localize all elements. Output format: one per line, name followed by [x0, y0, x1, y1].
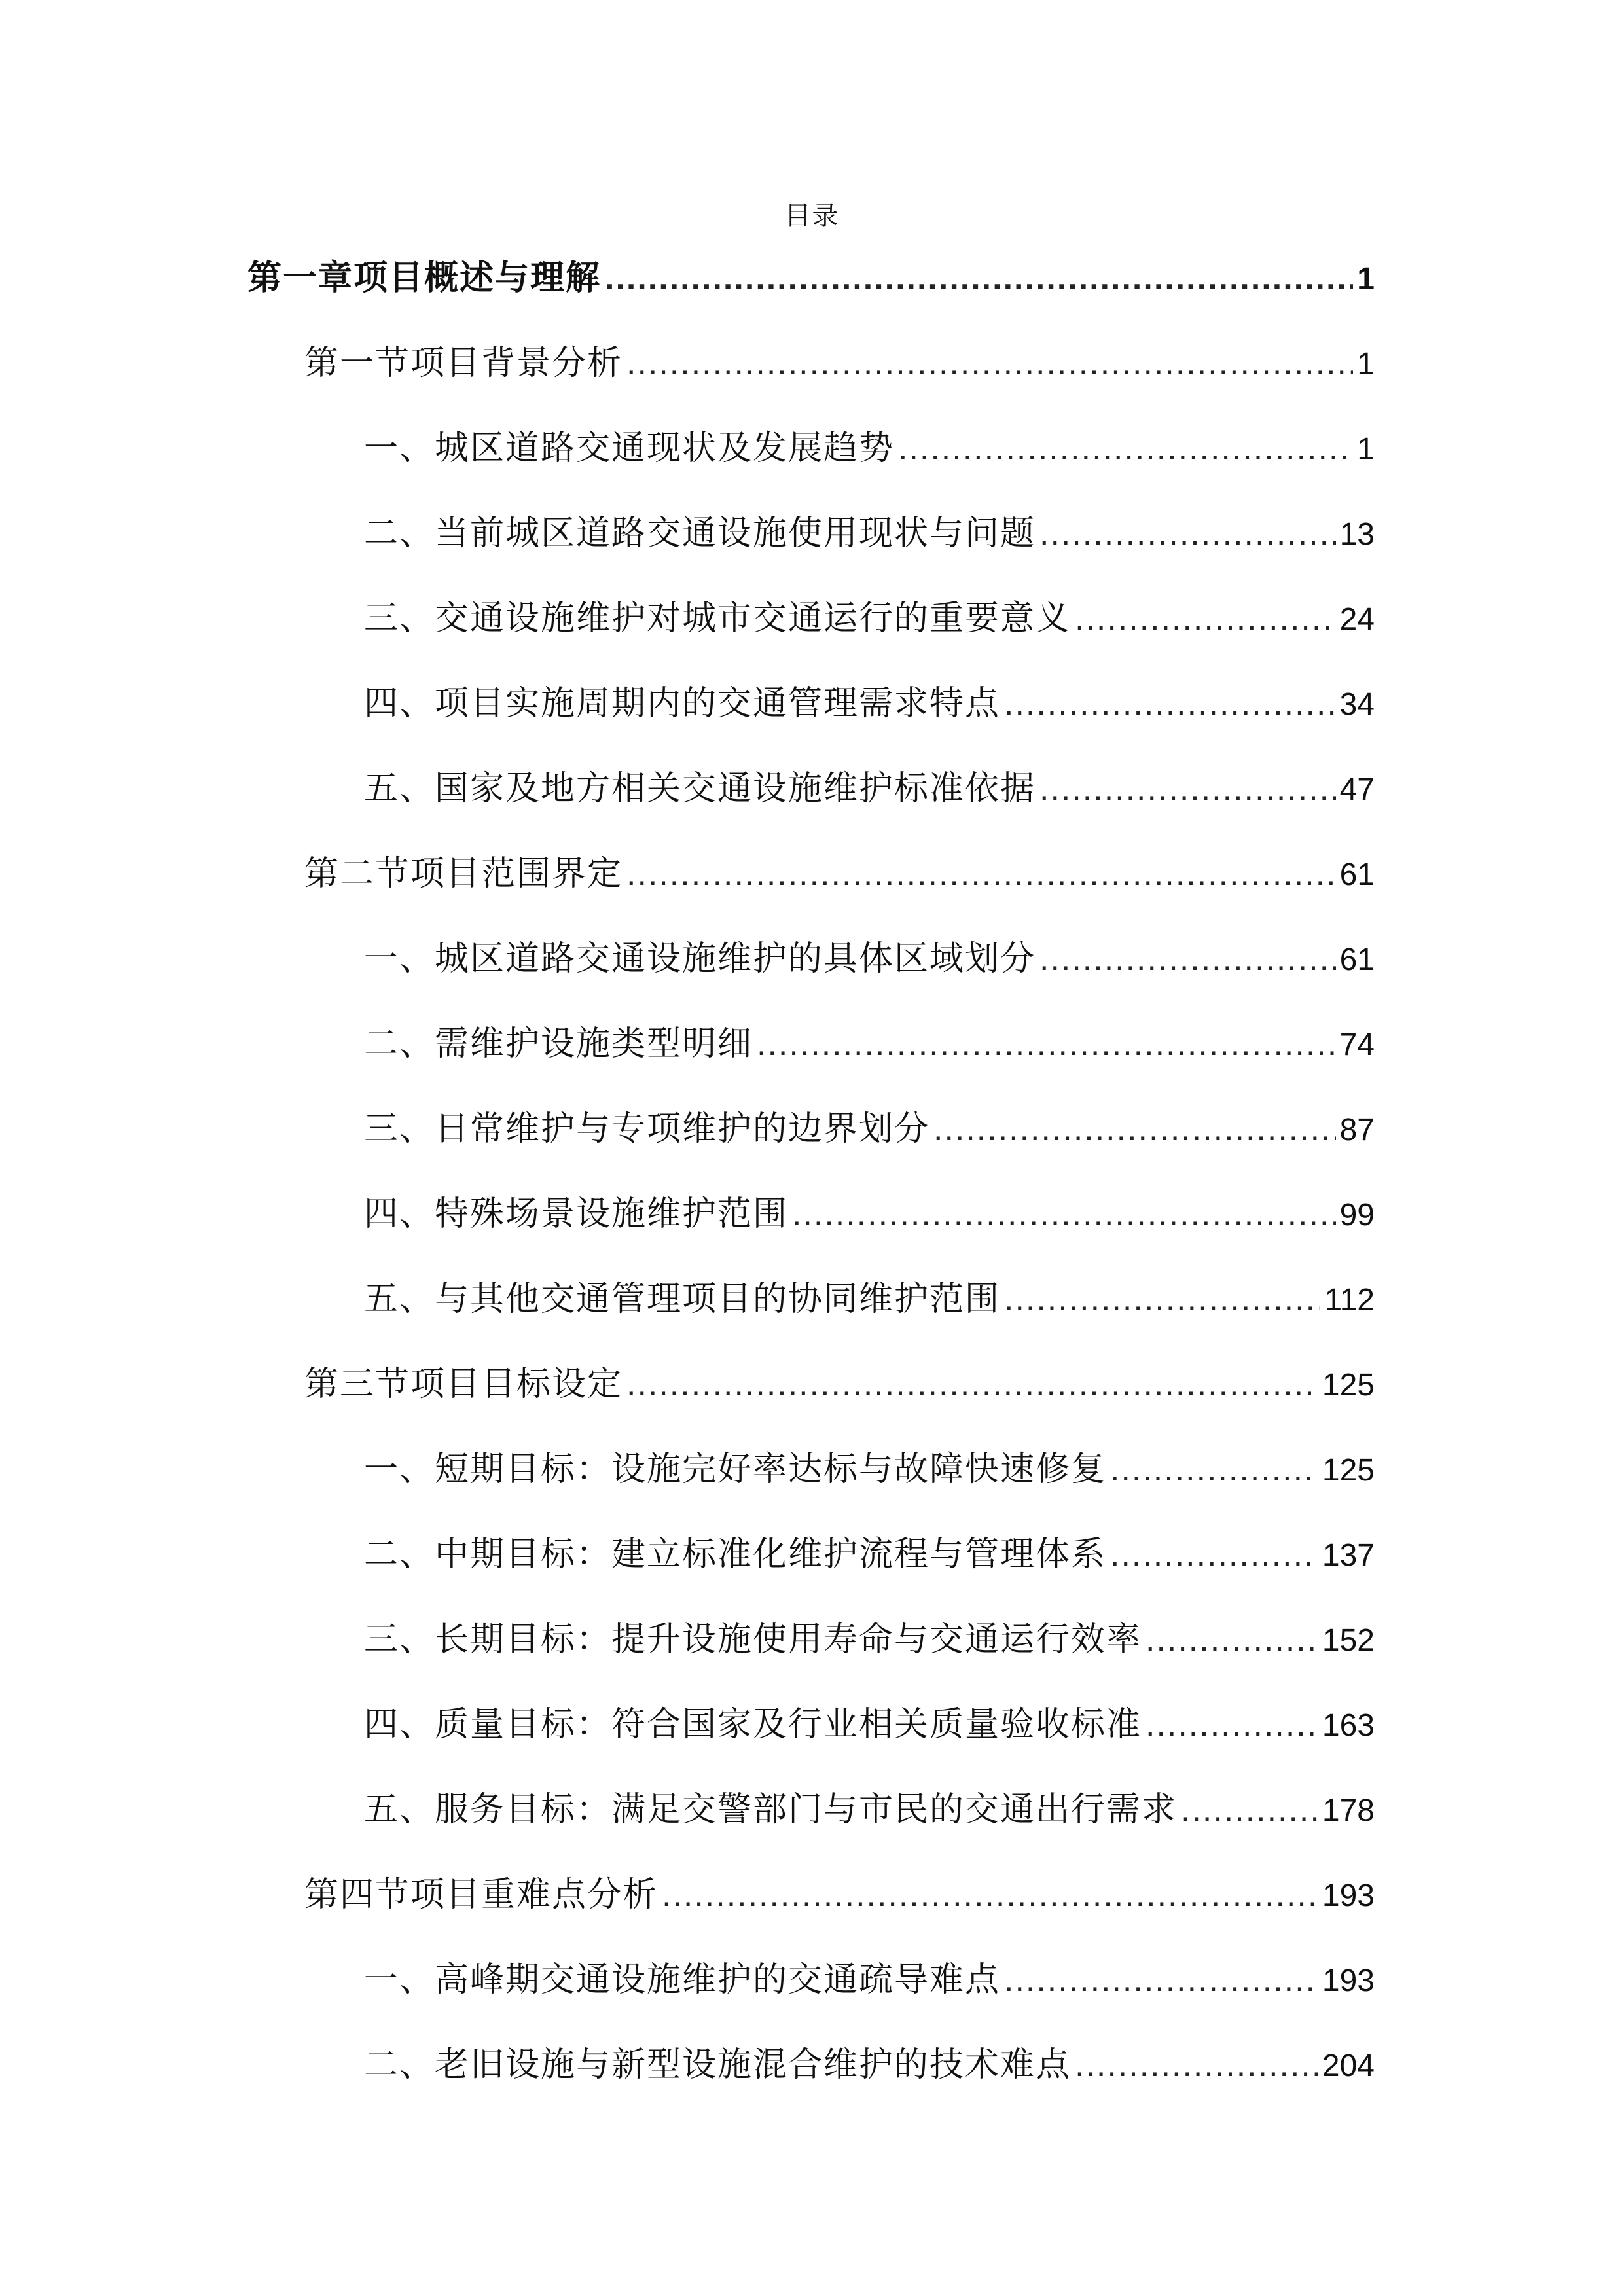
toc-page-number: 1: [1357, 432, 1375, 467]
toc-entry-subsection[interactable]: [364, 1185, 1375, 1244]
toc-page-number: 125: [1322, 1453, 1375, 1488]
toc-entry-subsection[interactable]: [364, 759, 1375, 818]
toc-entry-subsection[interactable]: [364, 504, 1375, 563]
toc-page-number: 34: [1339, 687, 1375, 722]
toc-page-number: 61: [1339, 857, 1375, 892]
toc-entry-title: 二、当前城区道路交通设施使用现状与问题: [364, 514, 1036, 553]
toc-entry-title: 一、城区道路交通现状及发展趋势: [364, 429, 895, 468]
toc-dot-leader: [626, 1355, 1318, 1414]
toc-dot-leader: [662, 1865, 1318, 1924]
toc-page-number: 87: [1339, 1113, 1375, 1147]
toc-dot-leader: [626, 844, 1336, 903]
toc-dot-leader: [933, 1100, 1336, 1158]
toc-dot-leader: [792, 1185, 1336, 1244]
toc-entry-title: 四、特殊场景设施维护范围: [364, 1194, 789, 1234]
toc-page-number: 193: [1322, 1964, 1375, 1998]
toc-entry-title: 五、国家及地方相关交通设施维护标准依据: [364, 769, 1036, 808]
toc-dot-leader: [1075, 2036, 1318, 2094]
toc-page-number: 1: [1357, 262, 1375, 296]
toc-page-number: 13: [1339, 517, 1375, 552]
toc-entry-subsection[interactable]: [364, 2036, 1375, 2094]
toc-entry-title: 二、中期目标：建立标准化维护流程与管理体系: [364, 1535, 1107, 1574]
toc-entry-section[interactable]: [304, 1355, 1375, 1414]
toc-dot-leader: [757, 1014, 1336, 1073]
toc-page-number: 99: [1339, 1198, 1375, 1232]
toc-entry-subsection[interactable]: [364, 1014, 1375, 1073]
toc-entry-title: 五、服务目标：满足交警部门与市民的交通出行需求: [364, 1790, 1178, 1829]
toc-entry-title: 二、老旧设施与新型设施混合维护的技术难点: [364, 2045, 1072, 2085]
toc-dot-leader: [1146, 1695, 1318, 1754]
toc-entry-title: 第二节项目范围界定: [304, 854, 623, 893]
toc-dot-leader: [1181, 1780, 1318, 1839]
toc-entry-subsection[interactable]: [364, 1440, 1375, 1499]
toc-entry-title: 二、需维护设施类型明细: [364, 1024, 753, 1064]
toc-page-number: 61: [1339, 942, 1375, 977]
toc-page-number: 1: [1357, 347, 1375, 382]
toc-entry-section[interactable]: [304, 844, 1375, 903]
toc-page-number: 74: [1339, 1028, 1375, 1062]
toc-entry-section[interactable]: [304, 334, 1375, 393]
toc-page-number: 24: [1339, 602, 1375, 637]
toc-entry-chapter[interactable]: [247, 249, 1375, 308]
toc-entry-title: 三、日常维护与专项维护的边界划分: [364, 1109, 930, 1149]
toc-entry-subsection[interactable]: [364, 674, 1375, 733]
toc-dot-leader: [1075, 589, 1336, 648]
toc-entry-subsection[interactable]: [364, 1525, 1375, 1584]
toc-dot-leader: [898, 419, 1353, 478]
toc-page-number: 125: [1322, 1368, 1375, 1403]
toc-entry-subsection[interactable]: [364, 1780, 1375, 1839]
toc-entry-subsection[interactable]: [364, 1100, 1375, 1158]
toc-dot-leader: [1110, 1525, 1318, 1584]
toc-dot-leader: [605, 249, 1353, 308]
toc-entry-title: 四、质量目标：符合国家及行业相关质量验收标准: [364, 1705, 1142, 1744]
toc-page-number: 178: [1322, 1793, 1375, 1828]
toc-dot-leader: [1146, 1610, 1318, 1669]
toc-entry-subsection[interactable]: [364, 1695, 1375, 1754]
toc-page-number: 152: [1322, 1623, 1375, 1658]
toc-entry-title: 三、长期目标：提升设施使用寿命与交通运行效率: [364, 1620, 1142, 1659]
toc-page-number: 193: [1322, 1878, 1375, 1913]
toc-entry-title: 第一节项目背景分析: [304, 344, 623, 383]
toc-entry-subsection[interactable]: [364, 419, 1375, 478]
toc-page-number: 112: [1324, 1283, 1375, 1318]
toc-entry-subsection[interactable]: [364, 929, 1375, 988]
toc-entry-title: 第一章项目概述与理解: [247, 258, 602, 298]
toc-dot-leader: [1004, 1270, 1320, 1329]
toc-entry-subsection[interactable]: [364, 1950, 1375, 2009]
toc-entry-subsection[interactable]: [364, 1610, 1375, 1669]
toc-entry-title: 一、短期目标：设施完好率达标与故障快速修复: [364, 1450, 1107, 1489]
toc-entry-title: 五、与其他交通管理项目的协同维护范围: [364, 1280, 1001, 1319]
toc-dot-leader: [1110, 1440, 1318, 1499]
toc-dot-leader: [1004, 674, 1336, 733]
toc-page-number: 137: [1322, 1538, 1375, 1573]
toc-entry-title: 四、项目实施周期内的交通管理需求特点: [364, 684, 1001, 723]
toc-entry-subsection[interactable]: [364, 589, 1375, 648]
toc-dot-leader: [1039, 504, 1336, 563]
toc-entry-title: 一、高峰期交通设施维护的交通疏导难点: [364, 1960, 1001, 2000]
toc-dot-leader: [1004, 1950, 1318, 2009]
toc-page-number: 163: [1322, 1708, 1375, 1743]
toc-page-number: 47: [1339, 772, 1375, 807]
toc-entry-subsection[interactable]: [364, 1270, 1375, 1329]
toc-entry-title: 第三节项目目标设定: [304, 1365, 623, 1404]
toc-dot-leader: [626, 334, 1353, 393]
toc-entry-title: 一、城区道路交通设施维护的具体区域划分: [364, 939, 1036, 978]
toc-dot-leader: [1039, 929, 1336, 988]
toc-entry-title: 第四节项目重难点分析: [304, 1875, 659, 1914]
toc-dot-leader: [1039, 759, 1336, 818]
toc-page-number: 204: [1322, 2049, 1375, 2083]
toc-entry-title: 三、交通设施维护对城市交通运行的重要意义: [364, 599, 1072, 638]
toc-heading: 目录: [784, 201, 840, 231]
toc-entry-section[interactable]: [304, 1865, 1375, 1924]
